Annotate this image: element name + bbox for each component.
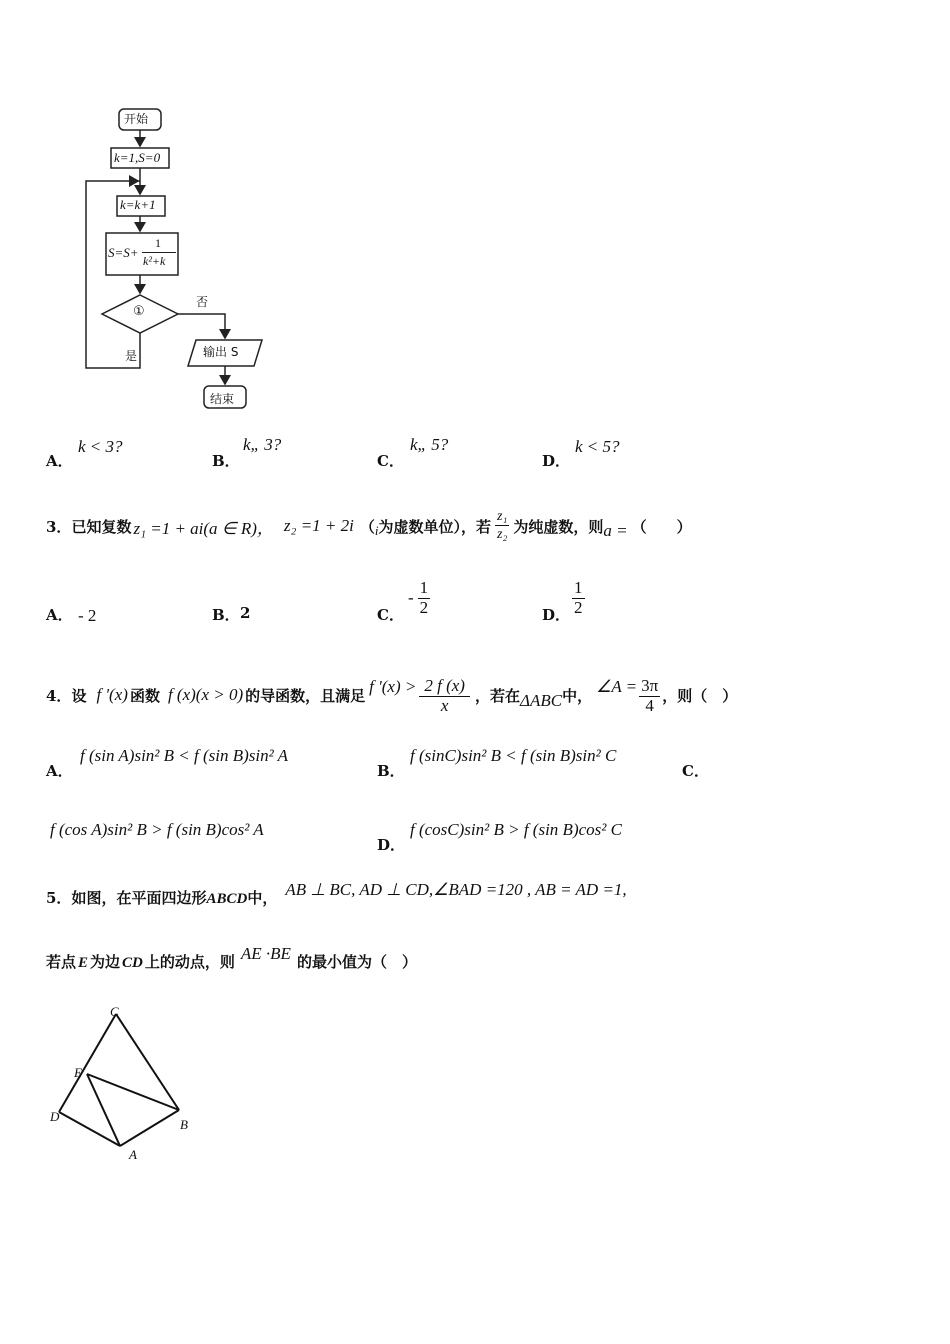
q4-text-2: 函数 [129, 686, 160, 705]
q5-cd: CD [122, 955, 143, 971]
q5-stem-line2 [46, 942, 417, 972]
q4-option-c-label: C． [682, 762, 709, 780]
q3-text-4: 为纯虚数，则 [513, 517, 604, 536]
q4-angle-den: 4 [639, 696, 660, 715]
q5-figure-label-a: A [129, 1147, 137, 1162]
q3-option-c-num: 1 [419, 578, 429, 597]
flow-start-text: 开始 [124, 112, 149, 126]
flow-step-text: k=k+1 [120, 197, 156, 212]
q4-ineq-left: f '(x) > [369, 677, 417, 696]
q3-number: 3． [46, 517, 72, 536]
flow-sum-prefix: S=S+ [108, 245, 139, 260]
q4-option-d-expr: f (cosC)sin² B > f (sin B)cos² C [410, 820, 622, 839]
q3-z2: z₂ =1 + 2i [283, 516, 354, 535]
q4-angle-num: 3π [641, 675, 659, 695]
flow-no-label: 否 [196, 295, 209, 309]
q2-option-c-expr: k„ 5? [410, 435, 449, 454]
q4-number: 4． [46, 686, 72, 705]
q3-option-a-expr: - 2 [78, 606, 97, 625]
q5-e: E [78, 955, 89, 971]
q3-text-2: （ [359, 517, 375, 536]
q4-stem [46, 662, 737, 728]
flow-sum-num: 1 [155, 236, 161, 250]
q4-angle: ∠A = [596, 677, 638, 696]
q4-angle-fraction [639, 676, 660, 715]
q3-option-d-den: 2 [574, 598, 583, 617]
q4-text-6: ，则（ ） [662, 686, 738, 705]
q4-fx: f (x)(x > 0) [167, 685, 244, 704]
q3-a-eq: a = [603, 521, 628, 540]
q3-fraction-num: z₁ [497, 508, 508, 524]
q4-option-b-expr: f (sinC)sin² B < f (sin B)sin² C [410, 746, 617, 765]
q3-fraction [495, 509, 509, 544]
q2-option-d-label: D． [542, 452, 571, 470]
q4-text-5: 中， [562, 686, 593, 705]
q3-option-c-expr [408, 578, 430, 617]
q3-option-b-expr: 2 [240, 604, 251, 622]
q5-condition: AB ⊥ BC, AD ⊥ CD,∠BAD =120 , AB = AD =1, [285, 880, 627, 899]
q4-option-c-expr: f (cos A)sin² B > f (sin B)cos² A [50, 820, 264, 839]
q3-text-1: 已知复数 [71, 517, 132, 536]
q4-option-b-label: B． [377, 762, 405, 780]
q5-figure-label-e: E [74, 1065, 82, 1080]
q5-figure-label-d: D [50, 1109, 60, 1124]
q2-option-b-expr: k„ 3? [243, 435, 282, 454]
q3-text-5: （ ） [631, 517, 692, 536]
q3-option-a-label: A． [46, 606, 73, 624]
q4-text-1: 设 [71, 686, 87, 705]
q5-figure-label-b: B [180, 1117, 188, 1132]
q5-text-3: 若点 [46, 953, 77, 971]
q3-option-c-label: C． [377, 606, 404, 624]
q5-stem-line1 [46, 878, 627, 908]
q3-option-c-sign: - [408, 587, 414, 607]
q3-option-d-fraction [572, 578, 585, 617]
q5-vector: AE ·BE [240, 944, 291, 963]
q4-ineq-num: 2 f (x) [424, 675, 465, 695]
q3-text-3: 为虚数单位），若 [378, 517, 492, 536]
q4-option-a-expr: f (sin A)sin² B < f (sin B)sin² A [80, 746, 289, 765]
flow-init-text: k=1,S=0 [114, 150, 161, 165]
q3-option-b-label: B． [212, 606, 240, 624]
q4-triangle: ΔABC [519, 691, 563, 710]
flow-condition-text: ① [133, 304, 145, 319]
q4-option-a-label: A． [46, 762, 73, 780]
q3-option-c-fraction [418, 578, 431, 617]
q3-option-d-label: D． [542, 606, 571, 624]
q5-text-2: 中， [247, 889, 278, 907]
q4-text-3: 的导函数，且满足 [245, 686, 366, 705]
q5-text-1: 如图，在平面四边形 [71, 889, 207, 907]
q4-option-d-label: D． [377, 836, 406, 854]
q2-option-c-label: C． [377, 452, 404, 470]
q2-option-a-label: A． [46, 452, 73, 470]
q3-stem [46, 496, 692, 556]
q3-option-c-den: 2 [419, 598, 429, 617]
q2-option-d-expr: k < 5? [575, 437, 620, 456]
q2-option-b-label: B． [212, 452, 240, 470]
q4-ineq-fraction [418, 676, 471, 715]
q3-i: i [374, 523, 379, 538]
q4-text-4: ，若在 [474, 686, 520, 705]
flow-yes-label: 是 [125, 349, 138, 363]
flow-sum-fraction-bar [142, 252, 176, 253]
flow-sum-den: k²+k [143, 254, 166, 268]
q5-abcd: ABCD [206, 891, 248, 907]
q3-option-d-num: 1 [574, 578, 583, 597]
q4-ineq-den: x [419, 696, 471, 715]
q5-text-5: 上的动点，则 [144, 953, 235, 971]
flowchart [70, 100, 290, 420]
q5-text-6: 的最小值为（ ） [296, 953, 417, 971]
flow-output-text: 输出 S [203, 345, 239, 359]
q3-option-d-expr [572, 578, 585, 617]
q5-text-4: 为边 [90, 953, 121, 971]
q3-z1: z₁ =1 + ai(a ∈ R)， [133, 518, 274, 538]
q3-fraction-den: z₂ [497, 526, 508, 542]
q4-fprime: f '(x) [96, 685, 128, 704]
q5-figure-label-c: C [110, 1004, 119, 1019]
q2-option-a-expr: k < 3? [78, 437, 123, 456]
flow-end-text: 结束 [210, 392, 235, 406]
q5-quadrilateral-figure [40, 1000, 210, 1170]
q5-number: 5． [46, 889, 72, 907]
